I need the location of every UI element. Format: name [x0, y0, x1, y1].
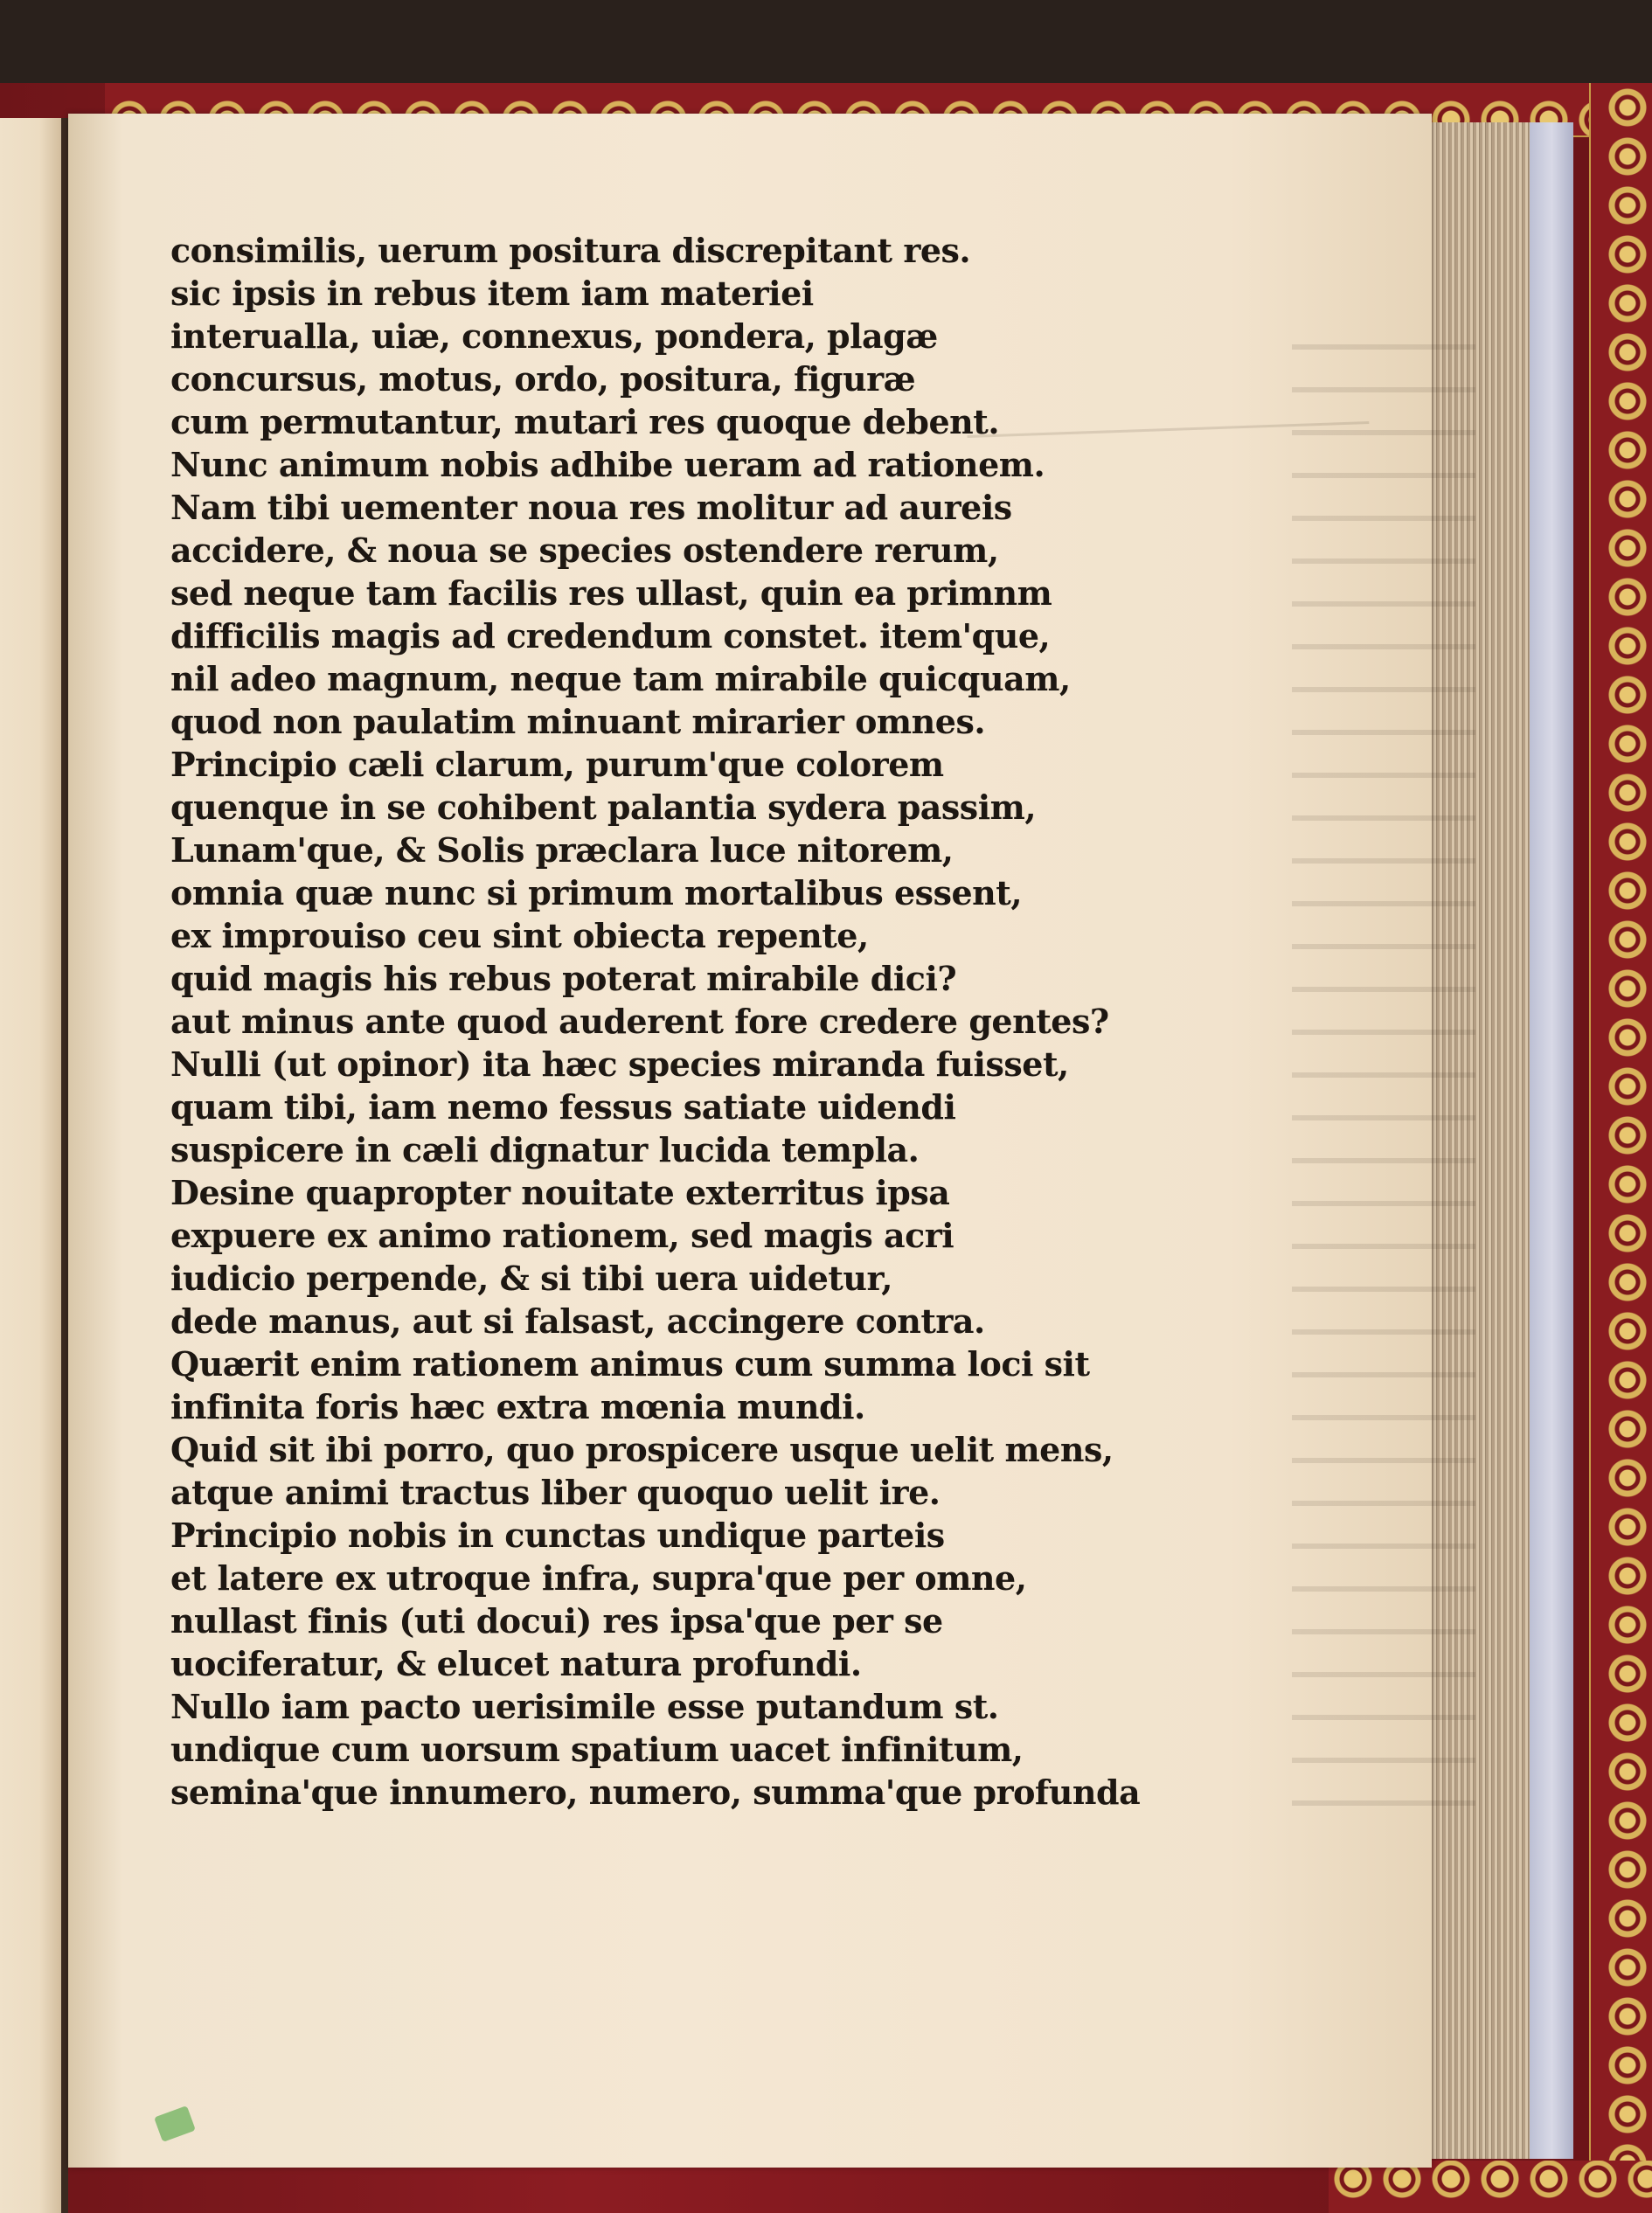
text-line: quid magis his rebus poterat mirabile dici?	[170, 959, 957, 998]
text-line: Quid sit ibi porro, quo prospicere usque uelit mens,	[170, 1430, 1114, 1469]
gilt-border-bottom	[1329, 2161, 1652, 2213]
text-line: Lunam'que, & Solis præclara luce nitorem,	[170, 830, 954, 870]
text-line: Nulli (ut opinor) ita hæc species miranda fuisset,	[170, 1044, 1069, 1084]
text-line: interualla, uiæ, connexus, pondera, plagæ	[170, 316, 938, 356]
text-line: et latere ex utroque infra, supra'que per omne,	[170, 1558, 1027, 1598]
text-line: Desine quapropter nouitate exterritus ipsa	[170, 1173, 950, 1212]
endpaper	[1525, 122, 1573, 2159]
show-through-text	[1292, 323, 1475, 1809]
text-line: undique cum uorsum spatium uacet infinitum,	[170, 1730, 1024, 1769]
text-line: uociferatur, & elucet natura profundi.	[170, 1644, 862, 1683]
text-line: Quærit enim rationem animus cum summa loci sit	[170, 1344, 1090, 1384]
text-line: Principio nobis in cunctas undique parteis	[170, 1516, 945, 1555]
gilt-border-right	[1589, 83, 1652, 2213]
text-line: expuere ex animo rationem, sed magis acri	[170, 1216, 954, 1255]
text-line: sed neque tam facilis res ullast, quin ea primnm	[170, 573, 1052, 613]
text-line: ex improuiso ceu sint obiecta repente,	[170, 916, 869, 955]
gutter-shadow	[61, 118, 68, 2213]
text-line: omnia quæ nunc si primum mortalibus essent,	[170, 873, 1023, 912]
text-line: Nullo iam pacto uerisimile esse putandum st.	[170, 1687, 999, 1726]
text-line: semina'que innumero, numero, summa'que profunda	[170, 1772, 1141, 1812]
text-line: atque animi tractus liber quoquo uelit ire.	[170, 1473, 941, 1512]
text-line: quod non paulatim minuant mirarier omnes.	[170, 702, 986, 741]
text-line: concursus, motus, ordo, positura, figuræ	[170, 359, 916, 399]
text-line: aut minus ante quod auderent fore credere gentes?	[170, 1002, 1109, 1041]
text-line: infinita foris hæc extra mœnia mundi.	[170, 1387, 865, 1426]
text-line: accidere, & noua se species ostendere rerum,	[170, 531, 999, 570]
text-line: quenque in se cohibent palantia sydera passim,	[170, 787, 1037, 827]
text-line: nil adeo magnum, neque tam mirabile quicquam,	[170, 659, 1071, 698]
text-line: sic ipsis in rebus item iam materiei	[170, 274, 814, 313]
printed-text-block	[170, 229, 1141, 1814]
text-line: dede manus, aut si falsast, accingere contra.	[170, 1301, 985, 1341]
text-line: cum permutantur, mutari res quoque debent.	[170, 402, 1000, 441]
text-line: quam tibi, iam nemo fessus satiate uidendi	[170, 1087, 956, 1127]
left-page-edge	[0, 118, 66, 2213]
text-line: Principio cæli clarum, purum'que colorem	[170, 745, 944, 784]
text-line: difficilis magis ad credendum constet. item'que,	[170, 616, 1051, 656]
text-line: Nam tibi uementer noua res molitur ad aureis	[170, 488, 1012, 527]
text-line: consimilis, uerum positura discrepitant res.	[170, 231, 971, 270]
text-line: suspicere in cæli dignatur lucida templa.	[170, 1130, 920, 1169]
text-line: Nunc animum nobis adhibe ueram ad rationem.	[170, 445, 1045, 484]
text-line: nullast finis (uti docui) res ipsa'que per se	[170, 1601, 943, 1641]
text-line: iudicio perpende, & si tibi uera uidetur,	[170, 1259, 893, 1298]
